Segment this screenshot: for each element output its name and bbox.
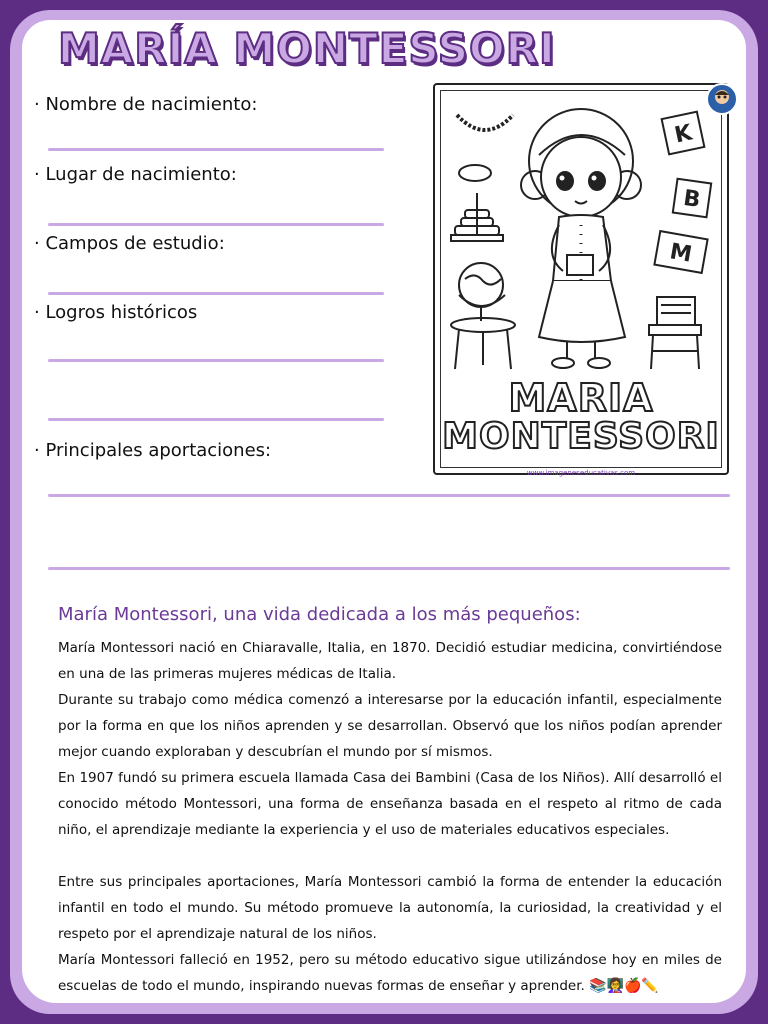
field-achievements-label: · Logros históricos	[34, 302, 198, 323]
biography-paragraph-1: María Montessori nació en Chiaravalle, Italia, en 1870. Decidió estudiar medicina, convirtiéndose en una de las primeras mujeres médicas de Italia.	[58, 640, 722, 682]
field-study-line[interactable]	[48, 292, 384, 295]
biography-paragraph-5-text: María Montessori falleció en 1952, pero su método educativo sigue utilizándose hoy en miles de escuelas de todo el mundo, inspirando nuevas formas de enseñar y aprender.	[58, 952, 722, 994]
field-achievements-line-2[interactable]	[48, 418, 384, 421]
biography-heading: María Montessori, una vida dedicada a los más pequeños:	[58, 604, 581, 625]
field-birth-place-label: · Lugar de nacimiento:	[34, 164, 237, 185]
page-title: MARÍA MONTESSORI	[58, 24, 556, 73]
biography-paragraph-3: En 1907 fundó su primera escuela llamada Casa dei Bambini (Casa de los Niños). Allí desarrolló el conocido método Montessori, una forma de enseñanza basada en el respeto al ritmo de cada niño, el aprendizaje mediante la experiencia y el uso de materiales educativos especiales.	[58, 770, 722, 838]
coloring-illustration	[433, 83, 729, 475]
field-contributions-line-1[interactable]	[48, 494, 730, 497]
field-contributions-line-2[interactable]	[48, 567, 730, 570]
biography-paragraph-2: Durante su trabajo como médica comenzó a interesarse por la educación infantil, especialmente por la forma en que los niños aprenden y se desarrollan. Observó que los niños podían aprender mejor cuando exploraban y descubrían el mundo por sí mismos.	[58, 692, 722, 760]
field-birth-name-label: · Nombre de nacimiento:	[34, 94, 258, 115]
watermark: www.imageneseducativas.com	[526, 469, 636, 477]
block-letter-k: K	[672, 120, 695, 149]
illustration-name-line-1: MARIA	[508, 376, 654, 420]
illustration-name-line-2: MONTESSORI	[442, 416, 720, 457]
block-letter-b: B	[681, 185, 702, 214]
biography-paragraph-5	[58, 947, 722, 999]
block-letter-m: M	[667, 239, 694, 268]
field-study-label: · Campos de estudio:	[34, 233, 225, 254]
field-contributions-label: · Principales aportaciones:	[34, 440, 272, 461]
field-birth-name-line[interactable]	[48, 148, 384, 151]
brand-badge-icon	[706, 83, 738, 115]
field-birth-place-line[interactable]	[48, 223, 384, 226]
closing-emoji: 📚👩‍🏫🍎✏️	[589, 978, 659, 994]
biography-paragraph-4: Entre sus principales aportaciones, María Montessori cambió la forma de entender la educación infantil en todo el mundo. Su método promueve la autonomía, la curiosidad, la creatividad y el respeto por el aprendizaje natural de los niños.	[58, 874, 722, 942]
field-achievements-line-1[interactable]	[48, 359, 384, 362]
